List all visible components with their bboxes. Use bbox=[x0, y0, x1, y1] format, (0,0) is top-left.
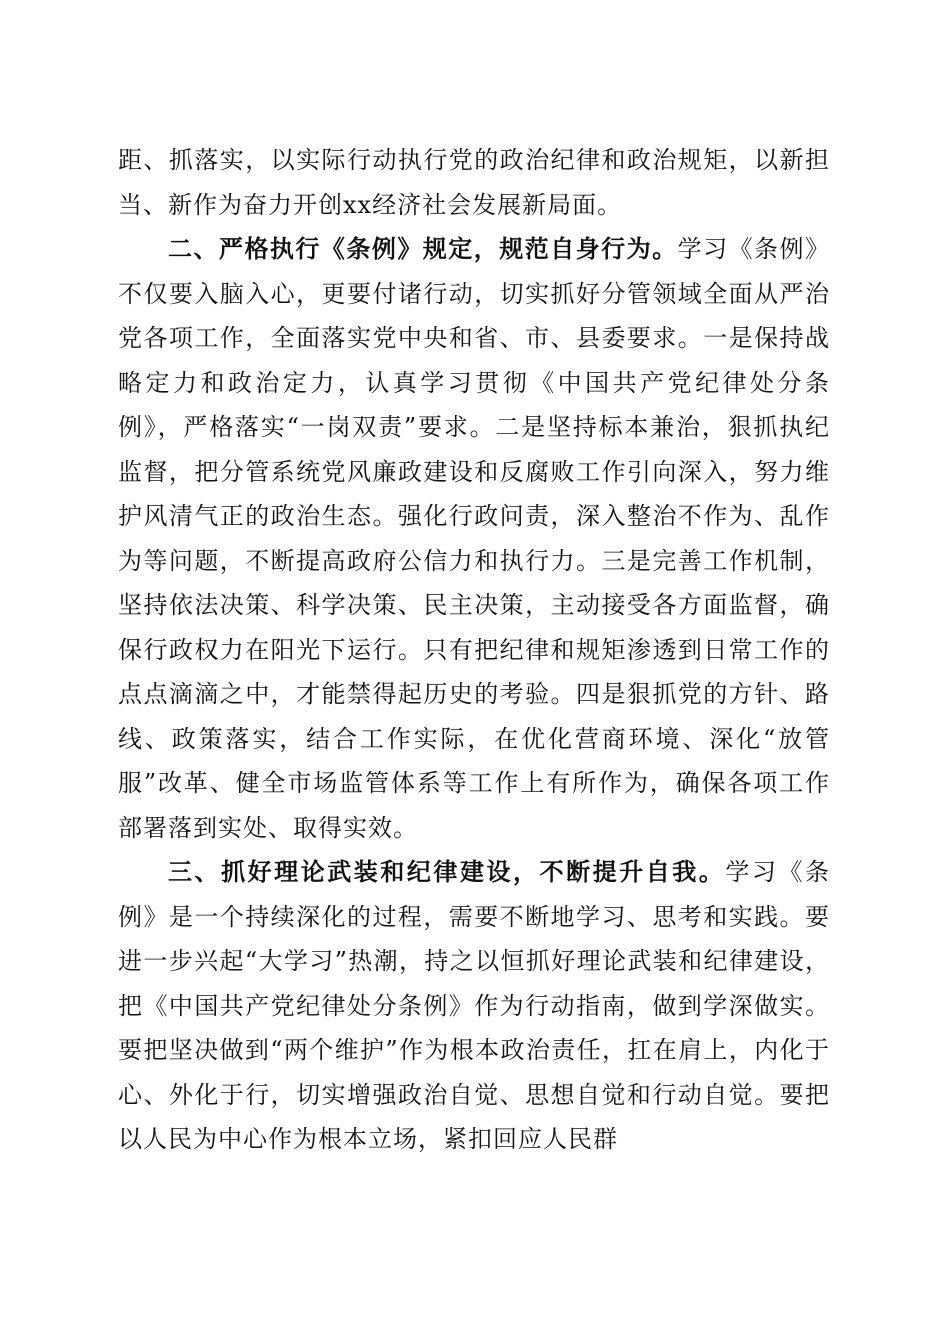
paragraph-continuation bbox=[118, 138, 830, 227]
document-body bbox=[118, 138, 830, 1162]
section-heading: 二、严格执行《条例》规定，规范自身行为。 bbox=[168, 235, 678, 263]
paragraph-section-two bbox=[118, 227, 830, 850]
paragraph-section-three bbox=[118, 850, 830, 1162]
paragraph-body: 距、抓落实，以实际行动执行党的政治纪律和政治规矩，以新担当、新作为奋力开创xx经济社会发展新局面。 bbox=[118, 146, 830, 219]
paragraph-body: 学习《条例》是一个持续深化的过程，需要不断地学习、思考和实践。要进一步兴起“大学习”热潮，持之以恒抓好理论武装和纪律建设，把《中国共产党纪律处分条例》作为行动指南，做到学深做实。要把坚决做到“两个维护”作为根本政治责任，扛在肩上，内化于心、外化于行，切实增强政治自觉、思想自觉和行动自觉。要把以人民为中心作为根本立场，紧扣回应人民群 bbox=[118, 858, 830, 1153]
section-heading: 三、抓好理论武装和纪律建设，不断提升自我。 bbox=[168, 858, 726, 886]
paragraph-body: 学习《条例》不仅要入脑入心，更要付诸行动，切实抓好分管领域全面从严治党各项工作，全面落实党中央和省、市、县委要求。一是保持战略定力和政治定力，认真学习贯彻《中国共产党纪律处分条例》，严格落实“一岗双责”要求。二是坚持标本兼治，狠抓执纪监督，把分管系统党风廉政建设和反腐败工作引向深入，努力维护风清气正的政治生态。强化行政问责，深入整治不作为、乱作为等问题，不断提高政府公信力和执行力。三是完善工作机制，坚持依法决策、科学决策、民主决策，主动接受各方面监督，确保行政权力在阳光下运行。只有把纪律和规矩渗透到日常工作的点点滴滴之中，才能禁得起历史的考验。四是狠抓党的方针、路线、政策落实，结合工作实际，在优化营商环境、深化“放管服”改革、健全市场监管体系等工作上有所作为，确保各项工作部署落到实处、取得实效。 bbox=[118, 235, 831, 842]
